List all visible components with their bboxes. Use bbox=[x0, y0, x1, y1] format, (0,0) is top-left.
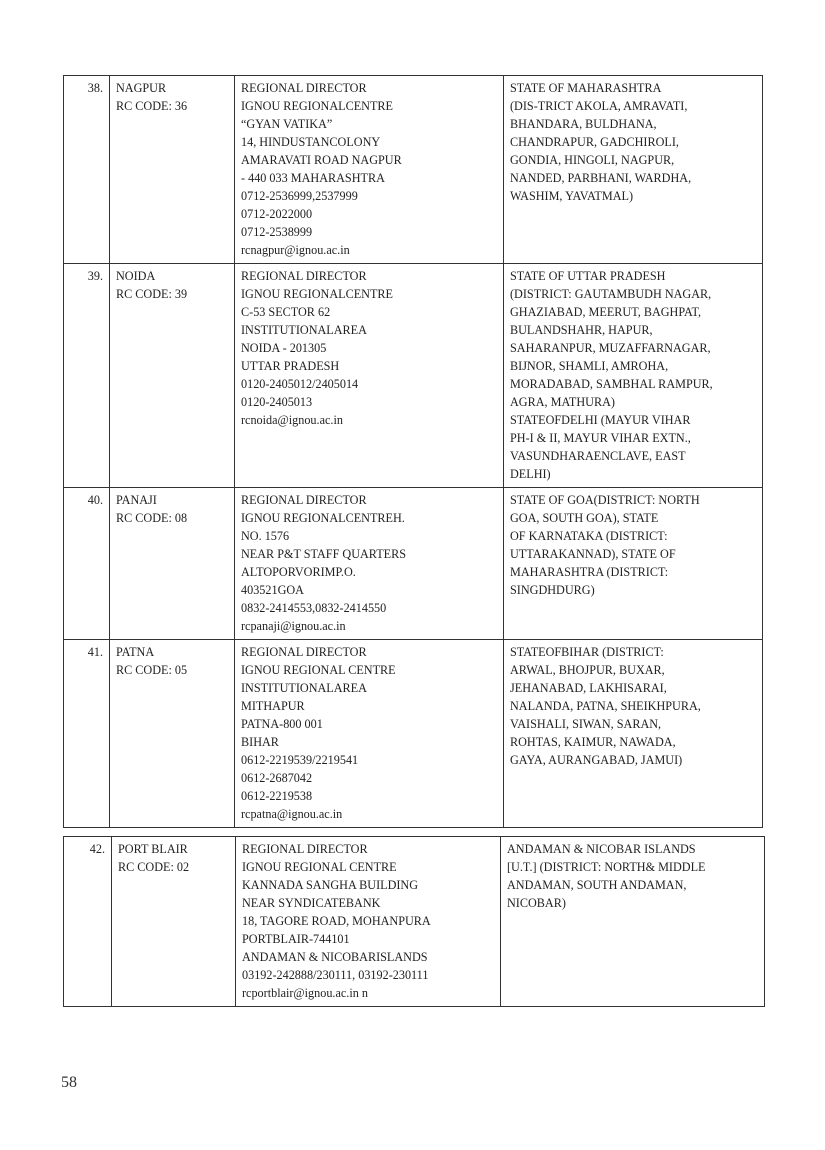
jurisdiction-line: ANDAMAN & NICOBAR ISLANDS bbox=[507, 842, 696, 856]
city-line: RC CODE: 08 bbox=[116, 511, 188, 525]
jurisdiction-line: DELHI) bbox=[510, 467, 551, 481]
address-line: “GYAN VATIKA” bbox=[241, 117, 333, 131]
address-line: MITHAPUR bbox=[241, 699, 305, 713]
address-line: 0120-2405012/2405014 bbox=[241, 377, 359, 391]
table-row bbox=[64, 640, 763, 828]
table-row bbox=[64, 837, 765, 1007]
jurisdiction-line: NICOBAR) bbox=[507, 896, 566, 910]
jurisdiction-line: BIJNOR, SHAMLI, AMROHA, bbox=[510, 359, 669, 373]
address-line: PORTBLAIR-744101 bbox=[242, 932, 350, 946]
address-line: NEAR SYNDICATEBANK bbox=[242, 896, 381, 910]
jurisdiction-line: GAYA, AURANGABAD, JAMUI) bbox=[510, 753, 683, 767]
city-line: NOIDA bbox=[116, 269, 156, 283]
serial-number-cell: 42. bbox=[64, 837, 112, 1007]
address-cell bbox=[235, 488, 504, 640]
jurisdiction-line: MAHARASHTRA (DISTRICT: bbox=[510, 565, 669, 579]
page-number: 58 bbox=[61, 1074, 77, 1091]
jurisdiction-line: ROHTAS, KAIMUR, NAWADA, bbox=[510, 735, 676, 749]
address-line: 0612-2219538 bbox=[241, 789, 313, 803]
serial-number-cell: 39. bbox=[64, 264, 110, 488]
jurisdiction-cell bbox=[504, 76, 763, 264]
address-line: BIHAR bbox=[241, 735, 279, 749]
address-line: IGNOU REGIONAL CENTRE bbox=[242, 860, 397, 874]
address-line: 0712-2538999 bbox=[241, 225, 313, 239]
address-line: rcpatna@ignou.ac.in bbox=[241, 807, 343, 821]
jurisdiction-line: STATEOFDELHI (MAYUR VIHAR bbox=[510, 413, 691, 427]
address-line: IGNOU REGIONALCENTRE bbox=[241, 99, 393, 113]
jurisdiction-line: BHANDARA, BULDHANA, bbox=[510, 117, 657, 131]
jurisdiction-line: VASUNDHARAENCLAVE, EAST bbox=[510, 449, 686, 463]
jurisdiction-cell bbox=[504, 488, 763, 640]
jurisdiction-line: UTTARAKANNAD), STATE OF bbox=[510, 547, 676, 561]
serial-number-cell: 40. bbox=[64, 488, 110, 640]
address-line: C-53 SECTOR 62 bbox=[241, 305, 331, 319]
address-line: NOIDA - 201305 bbox=[241, 341, 327, 355]
city-line: PATNA bbox=[116, 645, 155, 659]
address-cell bbox=[235, 76, 504, 264]
address-line: KANNADA SANGHA BUILDING bbox=[242, 878, 419, 892]
address-line: rcpanaji@ignou.ac.in bbox=[241, 619, 346, 633]
address-line: IGNOU REGIONALCENTRE bbox=[241, 287, 393, 301]
table-1-body bbox=[64, 76, 763, 828]
address-line: ANDAMAN & NICOBARISLANDS bbox=[242, 950, 428, 964]
address-line: REGIONAL DIRECTOR bbox=[241, 493, 367, 507]
city-line: RC CODE: 36 bbox=[116, 99, 188, 113]
jurisdiction-line: [U.T.] (DISTRICT: NORTH& MIDDLE bbox=[507, 860, 706, 874]
table-row bbox=[64, 488, 763, 640]
address-line: ALTOPORVORIMP.O. bbox=[241, 565, 356, 579]
city-cell bbox=[112, 837, 236, 1007]
jurisdiction-line: BULANDSHAHR, HAPUR, bbox=[510, 323, 653, 337]
city-line: RC CODE: 02 bbox=[118, 860, 190, 874]
address-line: AMARAVATI ROAD NAGPUR bbox=[241, 153, 402, 167]
city-line: RC CODE: 05 bbox=[116, 663, 188, 677]
jurisdiction-line: AGRA, MATHURA) bbox=[510, 395, 615, 409]
jurisdiction-line: OF KARNATAKA (DISTRICT: bbox=[510, 529, 668, 543]
jurisdiction-cell bbox=[504, 264, 763, 488]
jurisdiction-line: SINGDHDURG) bbox=[510, 583, 595, 597]
address-line: rcportblair@ignou.ac.in n bbox=[242, 986, 368, 1000]
jurisdiction-line: NALANDA, PATNA, SHEIKHPURA, bbox=[510, 699, 701, 713]
jurisdiction-line: GONDIA, HINGOLI, NAGPUR, bbox=[510, 153, 675, 167]
jurisdiction-line: (DIS-TRICT AKOLA, AMRAVATI, bbox=[510, 99, 688, 113]
address-line: IGNOU REGIONALCENTREH. bbox=[241, 511, 405, 525]
city-cell bbox=[110, 76, 235, 264]
address-line: rcnoida@ignou.ac.in bbox=[241, 413, 343, 427]
jurisdiction-line: WASHIM, YAVATMAL) bbox=[510, 189, 634, 203]
address-line: REGIONAL DIRECTOR bbox=[241, 81, 367, 95]
address-line: 03192-242888/230111, 03192-230111 bbox=[242, 968, 429, 982]
address-line: rcnagpur@ignou.ac.in bbox=[241, 243, 350, 257]
address-line: UTTAR PRADESH bbox=[241, 359, 340, 373]
jurisdiction-line: ANDAMAN, SOUTH ANDAMAN, bbox=[507, 878, 687, 892]
jurisdiction-line: ARWAL, BHOJPUR, BUXAR, bbox=[510, 663, 665, 677]
jurisdiction-line: GOA, SOUTH GOA), STATE bbox=[510, 511, 659, 525]
address-line: 403521GOA bbox=[241, 583, 304, 597]
address-cell bbox=[235, 264, 504, 488]
city-line: NAGPUR bbox=[116, 81, 167, 95]
jurisdiction-line: CHANDRAPUR, GADCHIROLI, bbox=[510, 135, 679, 149]
jurisdiction-line: STATEOFBIHAR (DISTRICT: bbox=[510, 645, 664, 659]
regional-centres-table-2 bbox=[63, 836, 765, 1007]
address-line: INSTITUTIONALAREA bbox=[241, 323, 367, 337]
address-line: 0612-2219539/2219541 bbox=[241, 753, 359, 767]
jurisdiction-line: (DISTRICT: GAUTAMBUDH NAGAR, bbox=[510, 287, 712, 301]
city-line: PORT BLAIR bbox=[118, 842, 188, 856]
address-line: 0120-2405013 bbox=[241, 395, 313, 409]
jurisdiction-line: JEHANABAD, LAKHISARAI, bbox=[510, 681, 667, 695]
jurisdiction-cell bbox=[504, 640, 763, 828]
address-line: REGIONAL DIRECTOR bbox=[241, 269, 367, 283]
serial-number-cell: 38. bbox=[64, 76, 110, 264]
address-line: NEAR P&T STAFF QUARTERS bbox=[241, 547, 406, 561]
table-row bbox=[64, 264, 763, 488]
address-line: - 440 033 MAHARASHTRA bbox=[241, 171, 385, 185]
jurisdiction-line: MORADABAD, SAMBHAL RAMPUR, bbox=[510, 377, 713, 391]
address-line: 0712-2022000 bbox=[241, 207, 313, 221]
city-cell bbox=[110, 640, 235, 828]
address-line: REGIONAL DIRECTOR bbox=[242, 842, 368, 856]
jurisdiction-line: STATE OF MAHARASHTRA bbox=[510, 81, 662, 95]
jurisdiction-cell bbox=[501, 837, 765, 1007]
city-cell bbox=[110, 488, 235, 640]
address-line: NO. 1576 bbox=[241, 529, 290, 543]
jurisdiction-line: VAISHALI, SIWAN, SARAN, bbox=[510, 717, 662, 731]
address-line: IGNOU REGIONAL CENTRE bbox=[241, 663, 396, 677]
jurisdiction-line: NANDED, PARBHANI, WARDHA, bbox=[510, 171, 692, 185]
address-line: PATNA-800 001 bbox=[241, 717, 323, 731]
address-line: 0832-2414553,0832-2414550 bbox=[241, 601, 387, 615]
address-cell bbox=[236, 837, 501, 1007]
jurisdiction-line: SAHARANPUR, MUZAFFARNAGAR, bbox=[510, 341, 711, 355]
address-line: 0712-2536999,2537999 bbox=[241, 189, 358, 203]
address-line: INSTITUTIONALAREA bbox=[241, 681, 367, 695]
address-line: 18, TAGORE ROAD, MOHANPURA bbox=[242, 914, 431, 928]
jurisdiction-line: STATE OF GOA(DISTRICT: NORTH bbox=[510, 493, 700, 507]
city-line: RC CODE: 39 bbox=[116, 287, 188, 301]
table-2-body bbox=[64, 837, 765, 1007]
address-line: 0612-2687042 bbox=[241, 771, 313, 785]
jurisdiction-line: GHAZIABAD, MEERUT, BAGHPAT, bbox=[510, 305, 702, 319]
address-line: 14, HINDUSTANCOLONY bbox=[241, 135, 381, 149]
serial-number-cell: 41. bbox=[64, 640, 110, 828]
address-cell bbox=[235, 640, 504, 828]
city-line: PANAJI bbox=[116, 493, 157, 507]
city-cell bbox=[110, 264, 235, 488]
regional-centres-table-1 bbox=[63, 75, 763, 828]
table-row bbox=[64, 76, 763, 264]
jurisdiction-line: PH-I & II, MAYUR VIHAR EXTN., bbox=[510, 431, 691, 445]
address-line: REGIONAL DIRECTOR bbox=[241, 645, 367, 659]
jurisdiction-line: STATE OF UTTAR PRADESH bbox=[510, 269, 666, 283]
